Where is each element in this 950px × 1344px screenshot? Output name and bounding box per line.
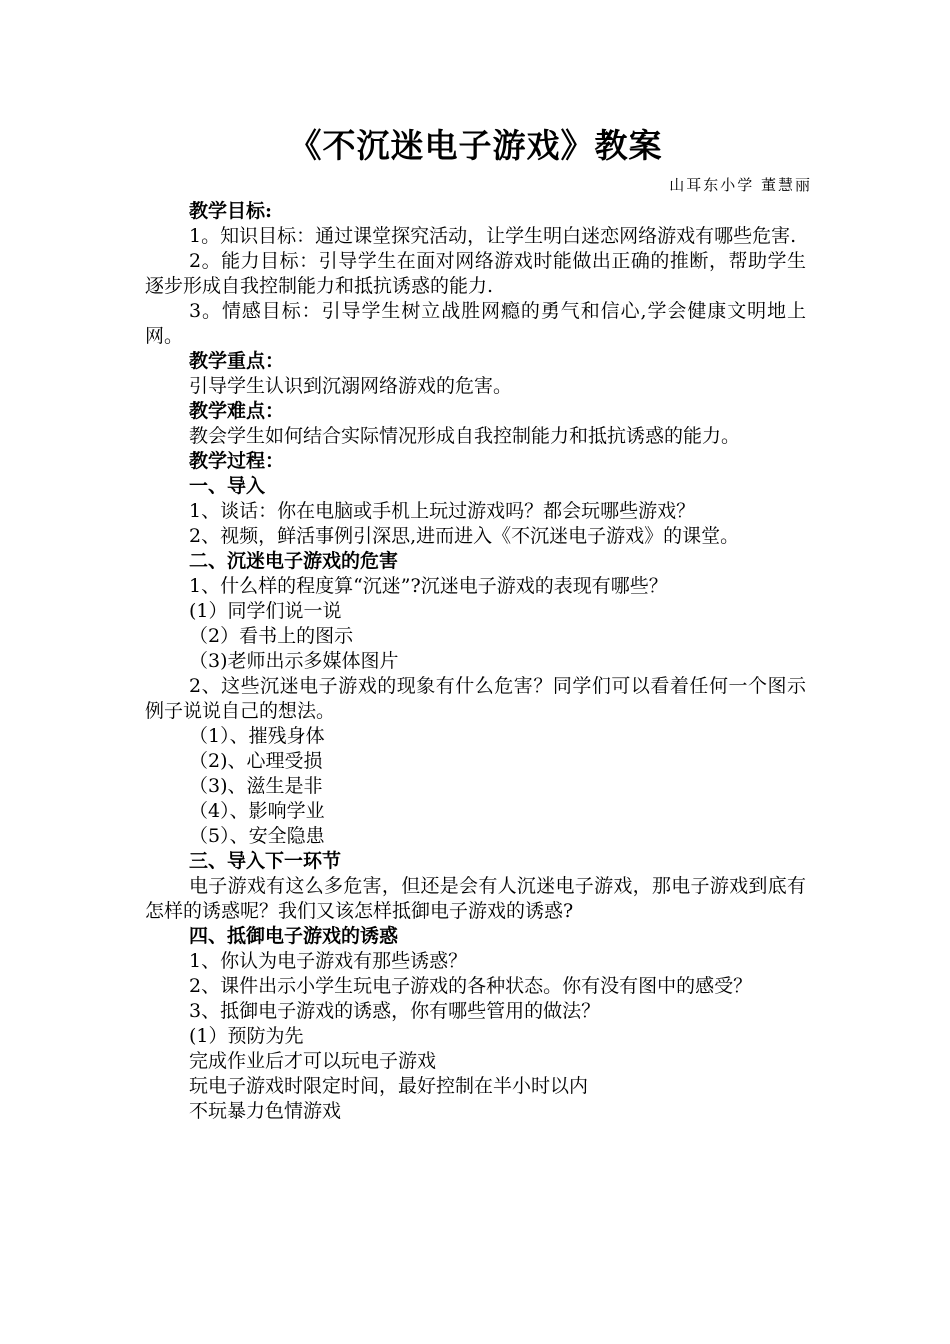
list-item: 玩电子游戏时限定时间，最好控制在半小时以内	[189, 1075, 589, 1097]
paragraph: 3、抵御电子游戏的诱惑，你有哪些管用的做法？	[189, 1000, 601, 1022]
list-item: （2）看书上的图示	[189, 625, 354, 647]
section-heading: 教学目标:	[189, 200, 273, 222]
section-heading: 教学过程：	[189, 450, 285, 472]
list-item: （1）、摧残身体	[189, 725, 325, 747]
section-heading: 一、导入	[189, 475, 266, 497]
paragraph: 2、课件出示小学生玩电子游戏的各种状态。你有没有图中的感受？	[189, 975, 753, 997]
author-line: 山耳东小学 董慧丽	[669, 176, 812, 194]
list-item: （4）、影响学业	[189, 800, 325, 822]
list-item: （2)、心理受损	[189, 750, 323, 772]
paragraph: 1。知识目标：通过课堂探究活动，让学生明白迷恋网络游戏有哪些危害.	[189, 225, 797, 247]
paragraph: 2、视频，鲜活事例引深思,进而进入《不沉迷电子游戏》的课堂。	[189, 525, 740, 547]
paragraph: 2。能力目标：引导学生在面对网络游戏时能做出正确的推断，帮助学生逐步形成自我控制能力和抵抗诱惑的能力.	[145, 250, 806, 297]
paragraph: 引导学生认识到沉溺网络游戏的危害。	[189, 375, 513, 397]
section-heading: 教学难点：	[189, 400, 285, 422]
list-item: 不玩暴力色情游戏	[189, 1100, 342, 1122]
paragraph: 教会学生如何结合实际情况形成自我控制能力和抵抗诱惑的能力。	[189, 425, 741, 447]
list-item: (1）预防为先	[189, 1025, 304, 1047]
section-heading: 三、导入下一环节	[189, 850, 342, 872]
paragraph: 电子游戏有这么多危害，但还是会有人沉迷电子游戏，那电子游戏到底有怎样的诱惑呢？我们又该怎样抵御电子游戏的诱惑?	[145, 875, 806, 922]
list-item: （3)老师出示多媒体图片	[189, 650, 399, 672]
list-item: 完成作业后才可以玩电子游戏	[189, 1050, 437, 1072]
section-heading: 教学重点：	[189, 350, 285, 372]
paragraph: 3。情感目标：引导学生树立战胜网瘾的勇气和信心,学会健康文明地上网。	[145, 300, 806, 347]
document-title: 《不沉迷电子游戏》教案	[288, 126, 663, 165]
paragraph: 1、你认为电子游戏有那些诱惑？	[189, 950, 468, 972]
list-item: （5）、安全隐患	[189, 825, 325, 847]
document-body	[145, 199, 806, 1124]
paragraph: 2、这些沉迷电子游戏的现象有什么危害？同学们可以看着任何一个图示例子说说自己的想法。	[145, 675, 806, 722]
list-item: （3)、滋生是非	[189, 775, 323, 797]
section-heading: 二、沉迷电子游戏的危害	[189, 550, 399, 572]
paragraph: 1、谈话：你在电脑或手机上玩过游戏吗？都会玩哪些游戏？	[189, 500, 696, 522]
list-item: (1）同学们说一说	[189, 600, 342, 622]
paragraph: 1、什么样的程度算“沉迷”?沉迷电子游戏的表现有哪些？	[189, 575, 668, 597]
section-heading: 四、抵御电子游戏的诱惑	[189, 925, 399, 947]
